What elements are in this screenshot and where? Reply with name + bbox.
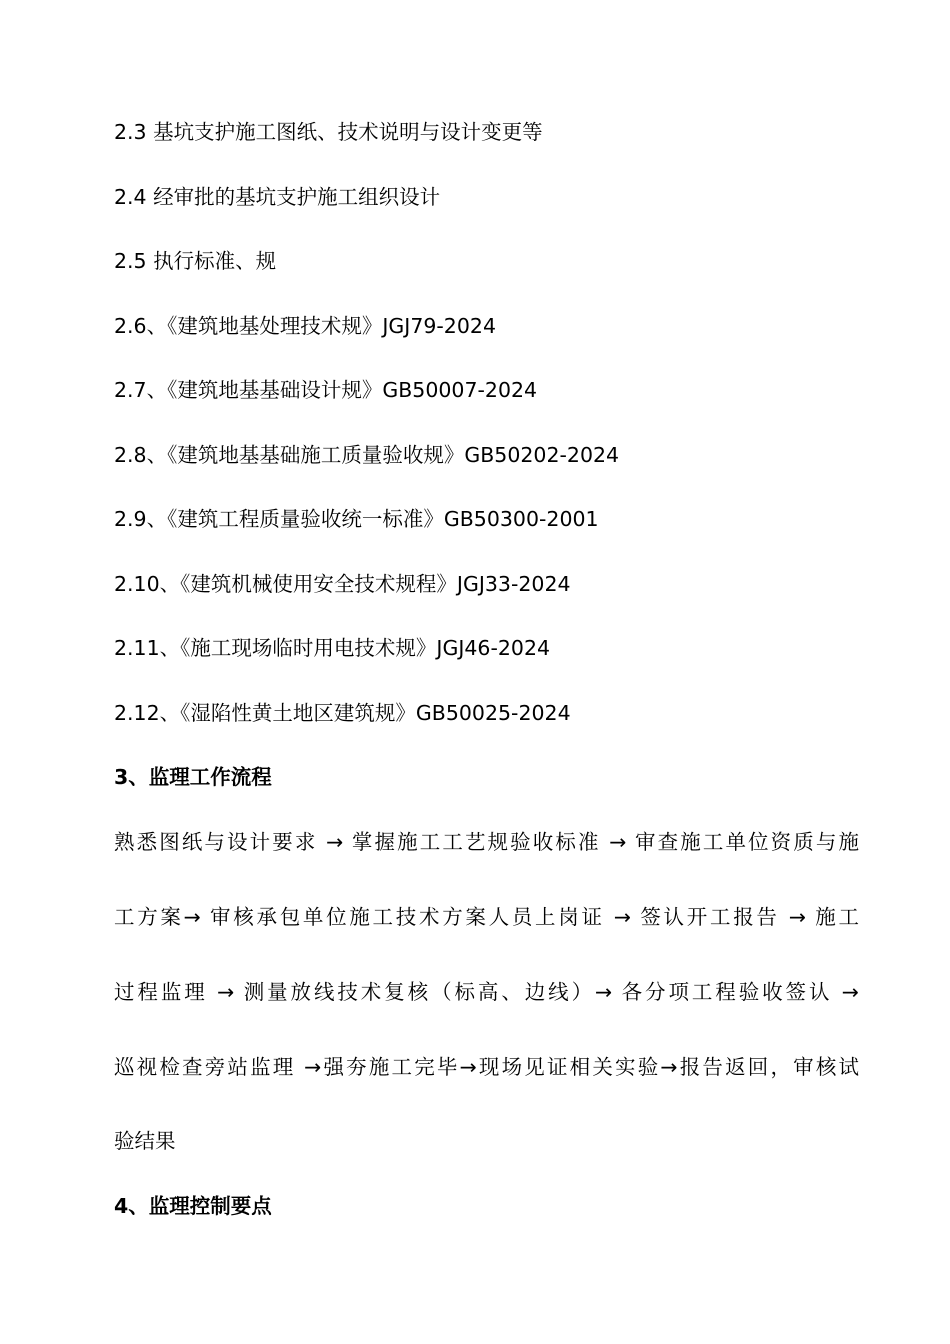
- list-item-2-9: 2.9、《建筑工程质量验收统一标准》GB50300-2001: [114, 507, 599, 531]
- paragraph-line: 巡视检查旁站监理 →强夯施工完毕→现场见证相关实验→报告返回，审核试: [114, 1055, 859, 1079]
- paragraph-line: 工方案→ 审核承包单位施工技术方案人员上岗证 → 签认开工报告 → 施工: [114, 905, 859, 929]
- list-item-2-6: 2.6、《建筑地基处理技术规》JGJ79-2024: [114, 314, 496, 338]
- list-item-2-5: 2.5 执行标准、规: [114, 249, 277, 273]
- section-3-heading: 3、监理工作流程: [114, 765, 272, 789]
- list-item-2-12: 2.12、《湿陷性黄土地区建筑规》GB50025-2024: [114, 701, 571, 725]
- section-4-heading: 4、监理控制要点: [114, 1194, 272, 1218]
- list-item-2-8: 2.8、《建筑地基基础施工质量验收规》GB50202-2024: [114, 443, 620, 467]
- list-item-2-4: 2.4 经审批的基坑支护施工组织设计: [114, 185, 441, 209]
- list-item-2-7: 2.7、《建筑地基基础设计规》GB50007-2024: [114, 378, 538, 402]
- list-item-2-3: 2.3 基坑支护施工图纸、技术说明与设计变更等: [114, 120, 543, 144]
- list-item-2-11: 2.11、《施工现场临时用电技术规》JGJ46-2024: [114, 636, 551, 660]
- paragraph-line: 熟悉图纸与设计要求 → 掌握施工工艺规验收标准 → 审查施工单位资质与施: [114, 830, 859, 854]
- list-item-2-10: 2.10、《建筑机械使用安全技术规程》JGJ33-2024: [114, 572, 571, 596]
- paragraph-line: 过程监理 → 测量放线技术复核（标高、边线）→ 各分项工程验收签认 →: [114, 980, 859, 1004]
- paragraph-line: 验结果: [114, 1129, 176, 1153]
